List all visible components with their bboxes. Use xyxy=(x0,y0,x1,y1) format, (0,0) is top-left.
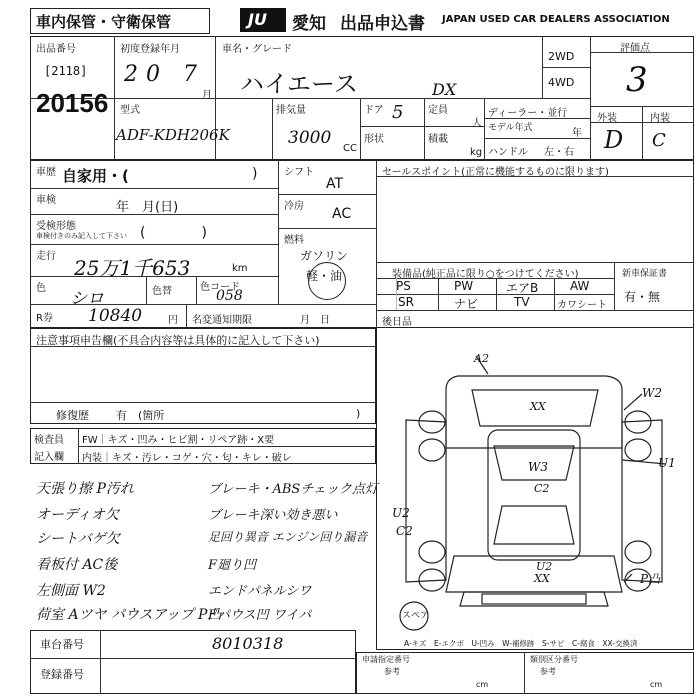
doc-title: 出品申込書 xyxy=(340,14,425,34)
mileage-value: 25万1千653 xyxy=(74,256,191,280)
displacement-value: 3000 xyxy=(288,128,332,148)
reg-number-label: 登録番号 xyxy=(40,668,84,681)
tax-label: 名変通知期限 xyxy=(192,315,252,326)
fuel-circle-mark xyxy=(308,262,346,300)
damage-mark: P凸 xyxy=(640,572,661,586)
notes-label: 後日品 xyxy=(382,317,412,328)
history-label: 車歴 xyxy=(36,167,56,178)
damage-mark: W2 xyxy=(642,386,662,400)
shift-value: AT xyxy=(326,176,344,192)
note-line: ブレーキ深い効き悪い xyxy=(208,508,338,523)
note-line: 看板付 AC後 xyxy=(36,557,118,573)
damage-mark: U2 xyxy=(392,506,410,520)
drive-4wd: 4WD xyxy=(548,76,575,89)
note-line: F廻り凹 xyxy=(208,558,257,573)
cc-unit: CC xyxy=(343,143,357,154)
damage-legend: A-キズ E-エクボ U-凹み W-補修跡 S-サビ C-腐食 XX-交換済 xyxy=(404,639,638,648)
sales-point-label: セールスポイント(正常に機能するものに限ります) xyxy=(382,167,609,178)
note-line: エンドパネルシワ xyxy=(208,584,312,599)
equipment-label: 装備品(純正品に限り○をつけてください) xyxy=(392,269,579,280)
equip-navi: ナビ xyxy=(454,297,479,311)
handle-label: ハンドル xyxy=(488,147,528,158)
cm-unit: cm xyxy=(650,680,663,689)
note-line: シートバゲ欠 xyxy=(36,531,120,547)
shape-label: 形状 xyxy=(364,134,384,145)
r-value: 10840 xyxy=(88,306,143,326)
model-value: ADF-KDH206K xyxy=(116,126,230,144)
ref-label: 参考 xyxy=(540,667,556,676)
note-line: Fパウス凹 ワイパ xyxy=(208,608,312,623)
lot-label: 出品番号 xyxy=(36,44,76,55)
note-line: 左側面 W2 xyxy=(36,583,106,599)
ext-value: D xyxy=(604,126,624,154)
class-label: 類別区分番号 xyxy=(530,655,578,664)
damage-mark: XX xyxy=(530,400,546,413)
chassis-value: 8010318 xyxy=(212,634,284,653)
color-code-value: 058 xyxy=(216,288,243,304)
inspection-label: 車検 xyxy=(36,195,56,206)
damage-mark: C2 xyxy=(396,524,413,538)
rating-label: 評価点 xyxy=(620,43,650,54)
equip-airbag: エアB xyxy=(506,281,539,295)
damage-mark: U1 xyxy=(658,456,676,470)
doors-value: 5 xyxy=(392,102,404,123)
int-value: C xyxy=(652,130,666,151)
seats-label: 定員 xyxy=(428,105,448,116)
note-line: ブレーキ・ABSチェック点灯 xyxy=(208,482,378,497)
repair-value: 有 (箇所 xyxy=(116,409,165,422)
inspection-date: 年 月(日) xyxy=(116,200,179,215)
warranty-value: 有・無 xyxy=(624,290,661,304)
damage-mark: A2 xyxy=(474,352,489,365)
first-reg-value: 20 7 xyxy=(124,62,205,87)
damage-mark: W3 xyxy=(528,460,548,474)
ju-logo: JU xyxy=(240,8,286,32)
doors-label: ドア xyxy=(364,105,384,116)
repair-close: ) xyxy=(356,407,361,420)
lot-number: 20156 xyxy=(36,88,109,118)
interior-codes: 内装｜キズ・汚レ・コゲ・穴・匂・キレ・破レ xyxy=(82,453,292,464)
note-line: 足回り異音 エンジン回り漏音 xyxy=(208,530,368,544)
first-reg-label: 初度登録年月 xyxy=(120,44,180,55)
inspector-label: 検査員 xyxy=(34,435,64,446)
damage-mark: XX xyxy=(534,572,550,585)
shift-label: シフト xyxy=(284,167,314,178)
damage-mark: U2 xyxy=(536,560,553,573)
damage-mark: C2 xyxy=(534,482,550,495)
model-label: 型式 xyxy=(120,105,140,116)
receipt-paren: ( ) xyxy=(140,225,207,241)
equip-aw: AW xyxy=(570,279,590,293)
color-code-label: 色コード xyxy=(200,282,240,293)
warranty-label: 新車保証書 xyxy=(622,269,668,279)
equip-pw: PW xyxy=(454,279,474,293)
equip-tv: TV xyxy=(514,295,530,309)
note-line: 天張り擦 P汚れ xyxy=(36,481,134,497)
color-value: シロ xyxy=(70,289,104,309)
note-line: 荷室 Aツヤ パウスアップ P凸 xyxy=(36,607,222,623)
ac-value: AC xyxy=(332,206,352,222)
fuel-option-gasoline: ガソリン xyxy=(300,249,349,263)
ac-label: 冷房 xyxy=(284,201,304,212)
tax-unit: 月 日 xyxy=(300,315,330,326)
color-swap-label: 色替 xyxy=(152,286,172,297)
equip-sr: SR xyxy=(398,295,414,309)
lot-bracket: [2118] xyxy=(44,64,88,78)
english-name: JAPAN USED CAR DEALERS ASSOCIATION xyxy=(442,14,670,25)
rating-value: 3 xyxy=(626,60,648,100)
receipt-note: 車検付きのみ記入して下さい xyxy=(36,232,127,240)
equip-leather: カワシート xyxy=(557,300,607,311)
year-unit: 年 xyxy=(572,128,582,139)
cm-unit: cm xyxy=(476,680,489,689)
entry-label: 記入欄 xyxy=(34,452,64,463)
kg-unit: kg xyxy=(470,147,483,158)
car-name-label: 車名・グレード xyxy=(222,44,292,55)
spare-label: スペア xyxy=(402,611,430,621)
history-close: ) xyxy=(252,166,258,182)
int-label: 内装 xyxy=(650,113,670,124)
designation-label: 申請指定番号 xyxy=(362,655,410,664)
ref-label: 参考 xyxy=(384,667,400,676)
dealer-label: ディーラー・並行 xyxy=(488,108,568,119)
mileage-label: 走行 xyxy=(36,251,56,262)
handle-options: 左・右 xyxy=(544,147,574,158)
fw-codes: FW｜キズ・凹み・ヒビ割・リペア跡・X要 xyxy=(82,435,275,446)
caution-label: 注意事項申告欄(不具合内容等は具体的に記入して下さい) xyxy=(36,334,320,347)
chassis-label: 車台番号 xyxy=(40,638,84,651)
equip-ps: PS xyxy=(396,279,411,293)
repair-label: 修復歴 xyxy=(56,409,89,422)
r-unit: 円 xyxy=(168,315,178,326)
car-name-value: ハイエース xyxy=(240,70,358,98)
displacement-label: 排気量 xyxy=(276,105,306,116)
color-label: 色 xyxy=(36,283,46,294)
ext-label: 外装 xyxy=(597,113,617,124)
month-unit: 月 xyxy=(202,90,212,101)
fuel-option-diesel: 軽・油 xyxy=(306,269,343,283)
history-value: 自家用・( xyxy=(62,167,129,185)
seats-unit: 人 xyxy=(472,118,482,129)
model-year-label: モデル年式 xyxy=(488,123,533,133)
km-unit: km xyxy=(232,263,248,274)
note-line: オーディオ欠 xyxy=(36,507,119,523)
storage-title: 車内保管・守衛保管 xyxy=(36,13,172,31)
receipt-label: 受検形態 xyxy=(36,221,76,232)
drive-2wd: 2WD xyxy=(548,50,575,63)
r-label: R券 xyxy=(36,313,53,324)
org-name: 愛知 xyxy=(292,14,326,34)
load-label: 積載 xyxy=(428,134,448,145)
grade-value: DX xyxy=(432,80,457,99)
fuel-label: 燃料 xyxy=(284,235,304,246)
